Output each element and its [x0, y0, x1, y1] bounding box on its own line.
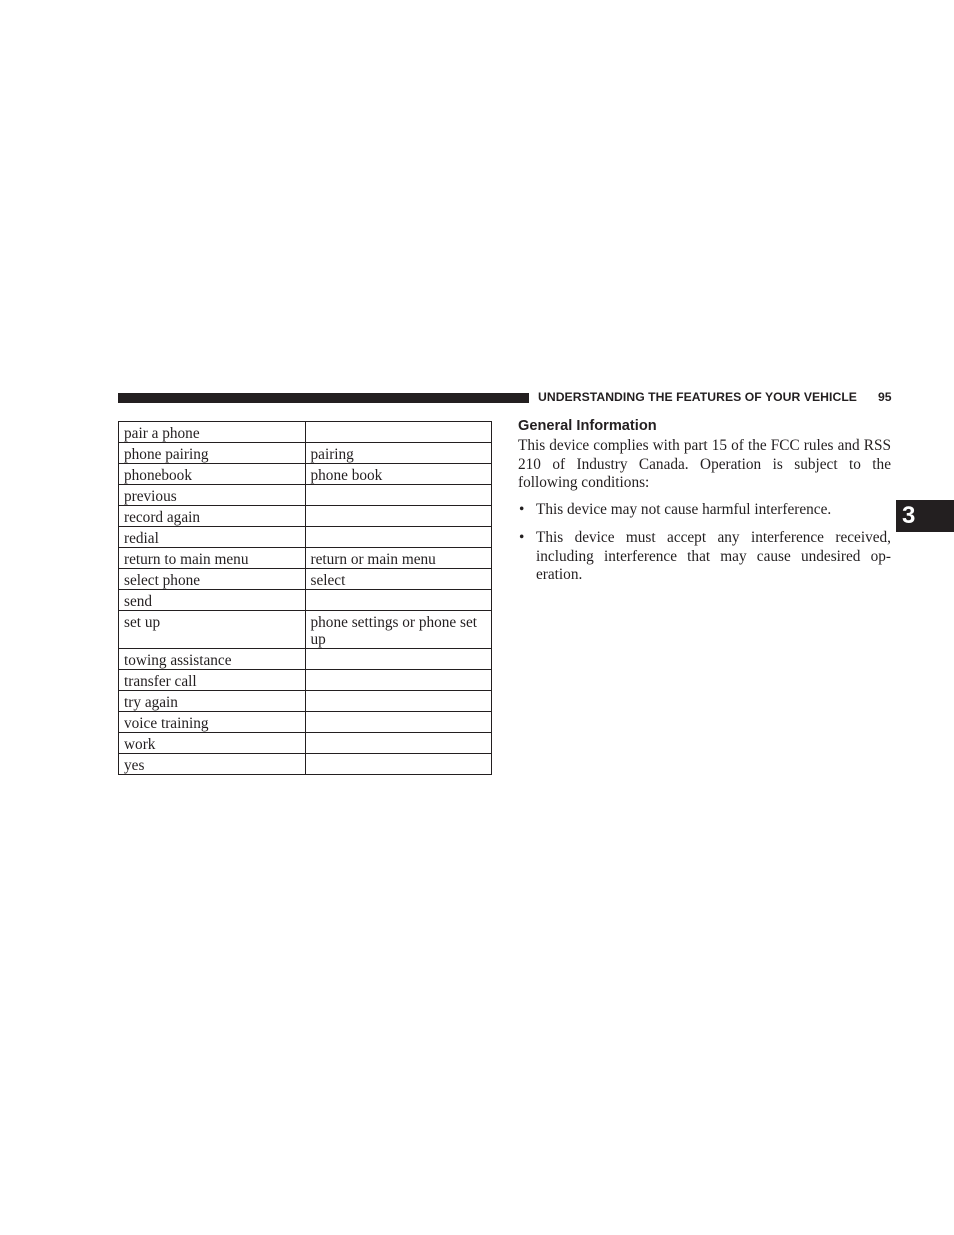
command-cell: previous — [119, 485, 306, 506]
alternate-command-cell: return or main menu — [305, 548, 492, 569]
command-cell: send — [119, 590, 306, 611]
voice-command-table-body — [119, 422, 492, 775]
command-cell: return to main menu — [119, 548, 306, 569]
table-row — [119, 527, 492, 548]
command-cell: voice training — [119, 712, 306, 733]
table-row — [119, 548, 492, 569]
table-row — [119, 443, 492, 464]
table-row — [119, 611, 492, 649]
table-row — [119, 670, 492, 691]
bullet-icon: • — [519, 528, 525, 546]
intro-paragraph: This device complies with part 15 of the FCC rules and RSS 210 of Industry Canada. Operation is subject to the following conditions: — [518, 437, 891, 492]
table-row — [119, 754, 492, 775]
general-information-section — [518, 417, 891, 594]
alternate-command-cell — [305, 691, 492, 712]
command-cell: work — [119, 733, 306, 754]
command-cell: set up — [119, 611, 306, 649]
table-row — [119, 422, 492, 443]
command-cell: redial — [119, 527, 306, 548]
alternate-command-cell: pairing — [305, 443, 492, 464]
alternate-command-cell — [305, 485, 492, 506]
alternate-command-cell: phone settings or phone set up — [305, 611, 492, 649]
section-heading: General Information — [518, 418, 657, 434]
command-cell: towing assistance — [119, 649, 306, 670]
alternate-command-cell — [305, 506, 492, 527]
table-row — [119, 485, 492, 506]
table-row — [119, 464, 492, 485]
table-row — [119, 733, 492, 754]
list-item — [518, 501, 891, 520]
alternate-command-cell: select — [305, 569, 492, 590]
table-row — [119, 569, 492, 590]
command-cell: try again — [119, 691, 306, 712]
command-cell: record again — [119, 506, 306, 527]
command-cell: select phone — [119, 569, 306, 590]
alternate-command-cell — [305, 590, 492, 611]
command-cell: phonebook — [119, 464, 306, 485]
condition-text: This device must accept any interference received, including interference that may cause undesired op-eration. — [536, 528, 891, 584]
voice-command-table — [118, 421, 492, 775]
running-header-title: UNDERSTANDING THE FEATURES OF YOUR VEHICLE — [538, 390, 857, 404]
chapter-tab: 3 — [896, 500, 954, 532]
conditions-list — [518, 501, 891, 585]
table-row — [119, 691, 492, 712]
command-cell: transfer call — [119, 670, 306, 691]
table-row — [119, 649, 492, 670]
alternate-command-cell: phone book — [305, 464, 492, 485]
page-number: 95 — [878, 390, 892, 404]
table-row — [119, 590, 492, 611]
bullet-icon: • — [519, 501, 525, 519]
condition-text: This device may not cause harmful interference. — [536, 501, 832, 519]
header-rule — [118, 393, 529, 403]
table-row — [119, 506, 492, 527]
command-cell: pair a phone — [119, 422, 306, 443]
alternate-command-cell — [305, 649, 492, 670]
alternate-command-cell — [305, 422, 492, 443]
alternate-command-cell — [305, 712, 492, 733]
command-cell: yes — [119, 754, 306, 775]
alternate-command-cell — [305, 670, 492, 691]
alternate-command-cell — [305, 754, 492, 775]
alternate-command-cell — [305, 733, 492, 754]
command-cell: phone pairing — [119, 443, 306, 464]
alternate-command-cell — [305, 527, 492, 548]
list-item — [518, 529, 891, 585]
table-row — [119, 712, 492, 733]
